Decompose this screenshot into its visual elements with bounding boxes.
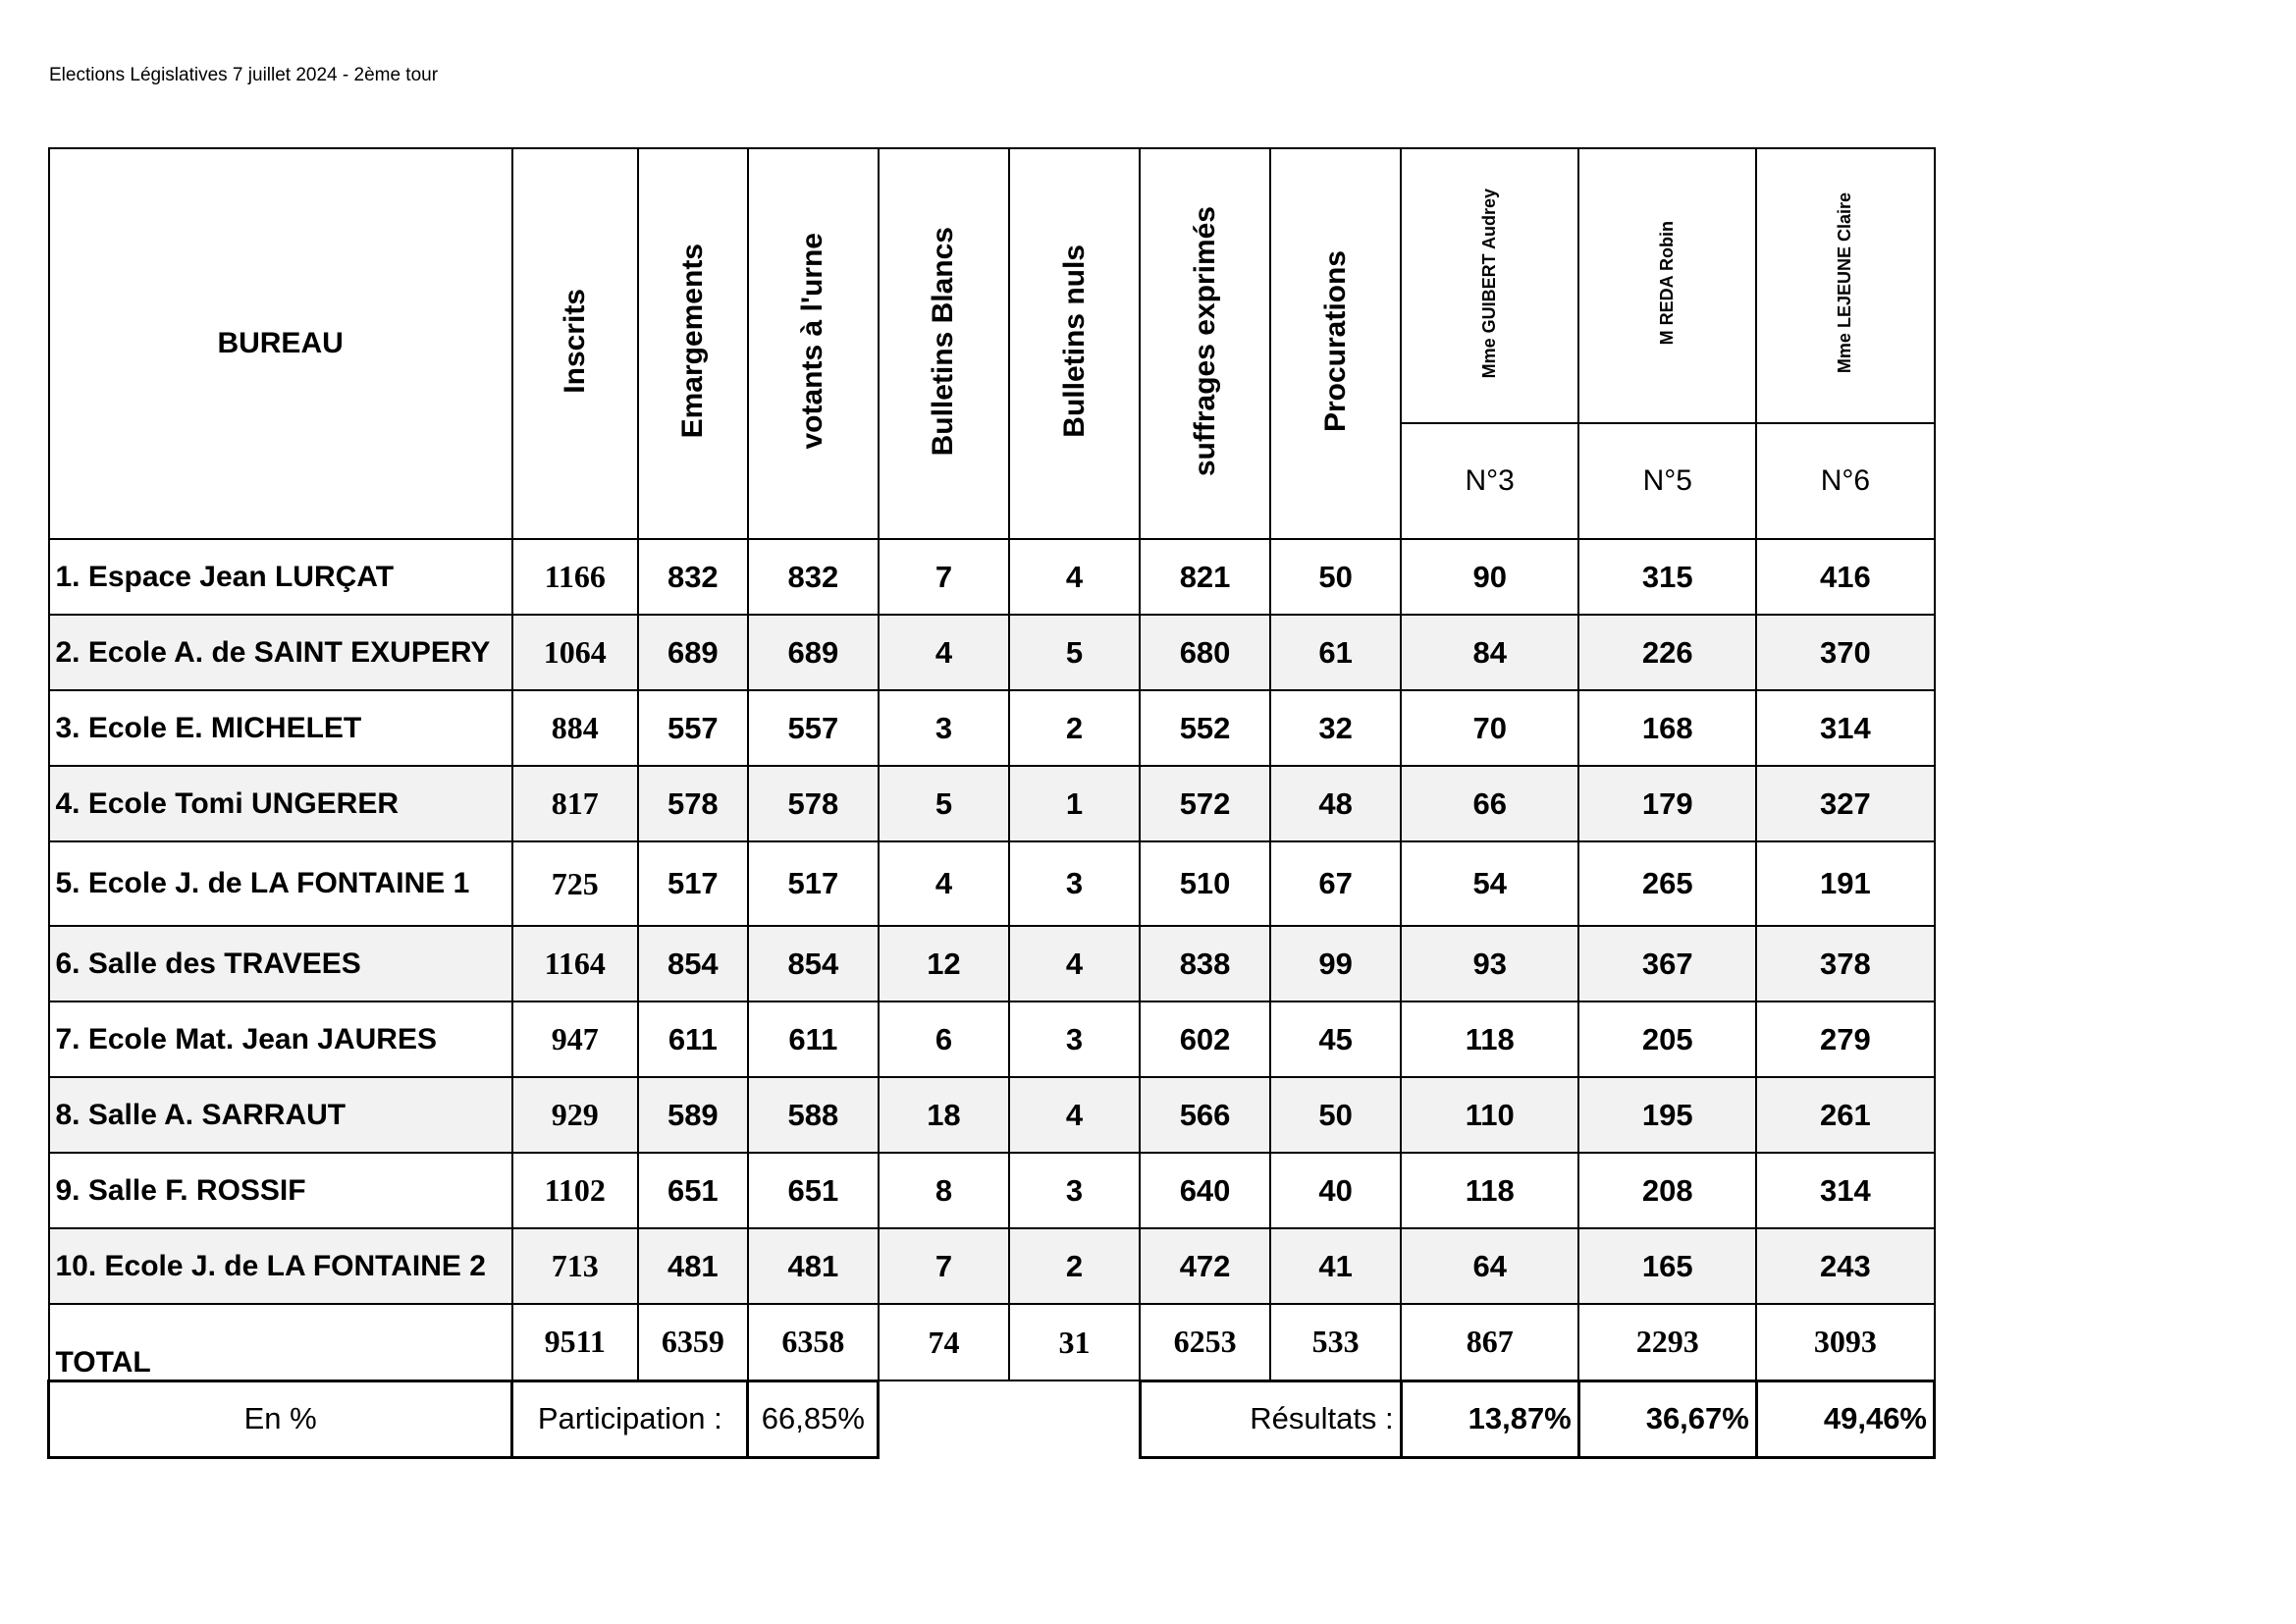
cell-exprimes: 510 [1140, 841, 1270, 926]
cell-candidate-3: 370 [1756, 615, 1934, 690]
cell-candidate-1: 93 [1401, 926, 1578, 1001]
header-votants [748, 148, 879, 539]
cell-inscrits: 713 [512, 1228, 638, 1304]
table-row [49, 690, 1935, 766]
cell-votants: 557 [748, 690, 879, 766]
results-table [47, 147, 1936, 1459]
cell-bureau-name: 1. Espace Jean LURÇAT [49, 539, 512, 615]
total-candidate-3: 3093 [1756, 1304, 1934, 1380]
cell-procurations: 45 [1270, 1001, 1401, 1077]
cell-candidate-2: 165 [1578, 1228, 1756, 1304]
cell-nuls: 4 [1009, 1077, 1140, 1153]
total-candidate-1: 867 [1401, 1304, 1578, 1380]
cell-inscrits: 884 [512, 690, 638, 766]
cell-candidate-3: 191 [1756, 841, 1934, 926]
cell-candidate-1: 118 [1401, 1001, 1578, 1077]
total-exprimes: 6253 [1140, 1304, 1270, 1380]
total-procurations: 533 [1270, 1304, 1401, 1380]
table-footer [49, 1304, 1935, 1457]
table-body [49, 539, 1935, 1304]
cell-inscrits: 1166 [512, 539, 638, 615]
cell-bureau-name: 8. Salle A. SARRAUT [49, 1077, 512, 1153]
cell-candidate-1: 118 [1401, 1153, 1578, 1228]
result-candidate-2: 36,67% [1578, 1380, 1756, 1457]
cell-emargements: 832 [638, 539, 748, 615]
header-procurations-label: Procurations [1318, 249, 1352, 433]
cell-candidate-3: 327 [1756, 766, 1934, 841]
cell-nuls: 2 [1009, 690, 1140, 766]
cell-candidate-3: 314 [1756, 1153, 1934, 1228]
table-row [49, 841, 1935, 926]
cell-nuls: 1 [1009, 766, 1140, 841]
header-candidate-1 [1401, 148, 1578, 423]
cell-procurations: 50 [1270, 539, 1401, 615]
cell-votants: 832 [748, 539, 879, 615]
table-row [49, 1001, 1935, 1077]
cell-votants: 517 [748, 841, 879, 926]
table-row [49, 539, 1935, 615]
cell-candidate-3: 261 [1756, 1077, 1934, 1153]
cell-bureau-name: 10. Ecole J. de LA FONTAINE 2 [49, 1228, 512, 1304]
cell-inscrits: 1164 [512, 926, 638, 1001]
cell-candidate-1: 84 [1401, 615, 1578, 690]
cell-bureau-name: 9. Salle F. ROSSIF [49, 1153, 512, 1228]
total-inscrits: 9511 [512, 1304, 638, 1380]
header-nuls-label: Bulletins nuls [1057, 244, 1091, 438]
cell-exprimes: 552 [1140, 690, 1270, 766]
cell-votants: 854 [748, 926, 879, 1001]
cell-candidate-3: 416 [1756, 539, 1934, 615]
resultats-label: Résultats : [1140, 1380, 1401, 1457]
cell-emargements: 481 [638, 1228, 748, 1304]
cell-exprimes: 572 [1140, 766, 1270, 841]
table-row [49, 926, 1935, 1001]
cell-candidate-2: 179 [1578, 766, 1756, 841]
cell-blancs: 12 [879, 926, 1009, 1001]
table-row [49, 1077, 1935, 1153]
header-blancs-label: Bulletins Blancs [927, 226, 960, 457]
cell-candidate-3: 279 [1756, 1001, 1934, 1077]
table-row [49, 1228, 1935, 1304]
cell-bureau-name: 4. Ecole Tomi UNGERER [49, 766, 512, 841]
cell-candidate-2: 315 [1578, 539, 1756, 615]
result-candidate-3: 49,46% [1756, 1380, 1934, 1457]
header-exprimes [1140, 148, 1270, 539]
cell-blancs: 7 [879, 1228, 1009, 1304]
cell-inscrits: 1064 [512, 615, 638, 690]
cell-blancs: 7 [879, 539, 1009, 615]
percent-label: En % [49, 1380, 512, 1457]
cell-nuls: 3 [1009, 1153, 1140, 1228]
cell-nuls: 2 [1009, 1228, 1140, 1304]
cell-candidate-2: 205 [1578, 1001, 1756, 1077]
table-row [49, 1153, 1935, 1228]
cell-candidate-2: 208 [1578, 1153, 1756, 1228]
header-inscrits-label: Inscrits [558, 289, 591, 394]
total-label: TOTAL [49, 1304, 512, 1380]
cell-exprimes: 680 [1140, 615, 1270, 690]
cell-exprimes: 821 [1140, 539, 1270, 615]
candidate-3-number: N°6 [1756, 423, 1934, 539]
result-candidate-1: 13,87% [1401, 1380, 1578, 1457]
cell-bureau-name: 3. Ecole E. MICHELET [49, 690, 512, 766]
cell-procurations: 40 [1270, 1153, 1401, 1228]
cell-procurations: 61 [1270, 615, 1401, 690]
header-inscrits [512, 148, 638, 539]
cell-blancs: 4 [879, 615, 1009, 690]
cell-inscrits: 725 [512, 841, 638, 926]
cell-nuls: 4 [1009, 539, 1140, 615]
header-votants-label: votants à l'urne [796, 233, 829, 450]
cell-nuls: 5 [1009, 615, 1140, 690]
cell-blancs: 18 [879, 1077, 1009, 1153]
header-exprimes-label: suffrages exprimés [1188, 205, 1221, 477]
cell-exprimes: 602 [1140, 1001, 1270, 1077]
header-candidate-2 [1578, 148, 1756, 423]
percent-row [49, 1380, 1935, 1457]
table-row [49, 766, 1935, 841]
cell-emargements: 589 [638, 1077, 748, 1153]
header-bureau: BUREAU [49, 148, 512, 539]
cell-emargements: 557 [638, 690, 748, 766]
header-candidate-3 [1756, 148, 1934, 423]
cell-candidate-1: 66 [1401, 766, 1578, 841]
table-header [49, 148, 1935, 539]
cell-candidate-1: 110 [1401, 1077, 1578, 1153]
cell-exprimes: 566 [1140, 1077, 1270, 1153]
cell-candidate-2: 226 [1578, 615, 1756, 690]
cell-inscrits: 929 [512, 1077, 638, 1153]
header-blancs [879, 148, 1009, 539]
cell-procurations: 67 [1270, 841, 1401, 926]
cell-emargements: 854 [638, 926, 748, 1001]
participation-value: 66,85% [748, 1380, 879, 1457]
candidate-1-number: N°3 [1401, 423, 1578, 539]
cell-emargements: 517 [638, 841, 748, 926]
cell-candidate-2: 168 [1578, 690, 1756, 766]
cell-nuls: 4 [1009, 926, 1140, 1001]
header-procurations [1270, 148, 1401, 539]
cell-inscrits: 947 [512, 1001, 638, 1077]
total-candidate-2: 2293 [1578, 1304, 1756, 1380]
cell-blancs: 4 [879, 841, 1009, 926]
total-emargements: 6359 [638, 1304, 748, 1380]
cell-nuls: 3 [1009, 841, 1140, 926]
cell-candidate-2: 367 [1578, 926, 1756, 1001]
percent-gap [879, 1380, 1140, 1457]
cell-candidate-2: 265 [1578, 841, 1756, 926]
header-emargements [638, 148, 748, 539]
table-row [49, 615, 1935, 690]
cell-candidate-1: 70 [1401, 690, 1578, 766]
cell-blancs: 3 [879, 690, 1009, 766]
cell-votants: 611 [748, 1001, 879, 1077]
document-title: Elections Législatives 7 juillet 2024 - 2ème tour [49, 65, 439, 85]
cell-procurations: 50 [1270, 1077, 1401, 1153]
candidate-2-number: N°5 [1578, 423, 1756, 539]
cell-inscrits: 817 [512, 766, 638, 841]
cell-emargements: 651 [638, 1153, 748, 1228]
cell-candidate-3: 243 [1756, 1228, 1934, 1304]
cell-emargements: 611 [638, 1001, 748, 1077]
cell-inscrits: 1102 [512, 1153, 638, 1228]
cell-procurations: 41 [1270, 1228, 1401, 1304]
cell-candidate-3: 378 [1756, 926, 1934, 1001]
candidate-3-name: Mme LEJEUNE Claire [1835, 192, 1855, 374]
candidate-2-name: M REDA Robin [1657, 221, 1678, 346]
total-votants: 6358 [748, 1304, 879, 1380]
total-nuls: 31 [1009, 1304, 1140, 1380]
cell-votants: 651 [748, 1153, 879, 1228]
cell-blancs: 8 [879, 1153, 1009, 1228]
participation-label: Participation : [512, 1380, 748, 1457]
cell-candidate-1: 90 [1401, 539, 1578, 615]
cell-candidate-1: 54 [1401, 841, 1578, 926]
cell-blancs: 5 [879, 766, 1009, 841]
cell-emargements: 578 [638, 766, 748, 841]
cell-procurations: 48 [1270, 766, 1401, 841]
cell-votants: 588 [748, 1077, 879, 1153]
cell-exprimes: 640 [1140, 1153, 1270, 1228]
candidate-1-name: Mme GUIBERT Audrey [1479, 188, 1500, 379]
cell-emargements: 689 [638, 615, 748, 690]
cell-votants: 689 [748, 615, 879, 690]
total-row [49, 1304, 1935, 1380]
cell-bureau-name: 6. Salle des TRAVEES [49, 926, 512, 1001]
cell-votants: 481 [748, 1228, 879, 1304]
cell-nuls: 3 [1009, 1001, 1140, 1077]
cell-exprimes: 838 [1140, 926, 1270, 1001]
cell-procurations: 99 [1270, 926, 1401, 1001]
cell-bureau-name: 2. Ecole A. de SAINT EXUPERY [49, 615, 512, 690]
cell-votants: 578 [748, 766, 879, 841]
cell-candidate-2: 195 [1578, 1077, 1756, 1153]
cell-bureau-name: 7. Ecole Mat. Jean JAURES [49, 1001, 512, 1077]
total-blancs: 74 [879, 1304, 1009, 1380]
header-nuls [1009, 148, 1140, 539]
header-emargements-label: Emargements [675, 244, 709, 439]
cell-bureau-name: 5. Ecole J. de LA FONTAINE 1 [49, 841, 512, 926]
cell-procurations: 32 [1270, 690, 1401, 766]
cell-exprimes: 472 [1140, 1228, 1270, 1304]
cell-blancs: 6 [879, 1001, 1009, 1077]
cell-candidate-1: 64 [1401, 1228, 1578, 1304]
cell-candidate-3: 314 [1756, 690, 1934, 766]
